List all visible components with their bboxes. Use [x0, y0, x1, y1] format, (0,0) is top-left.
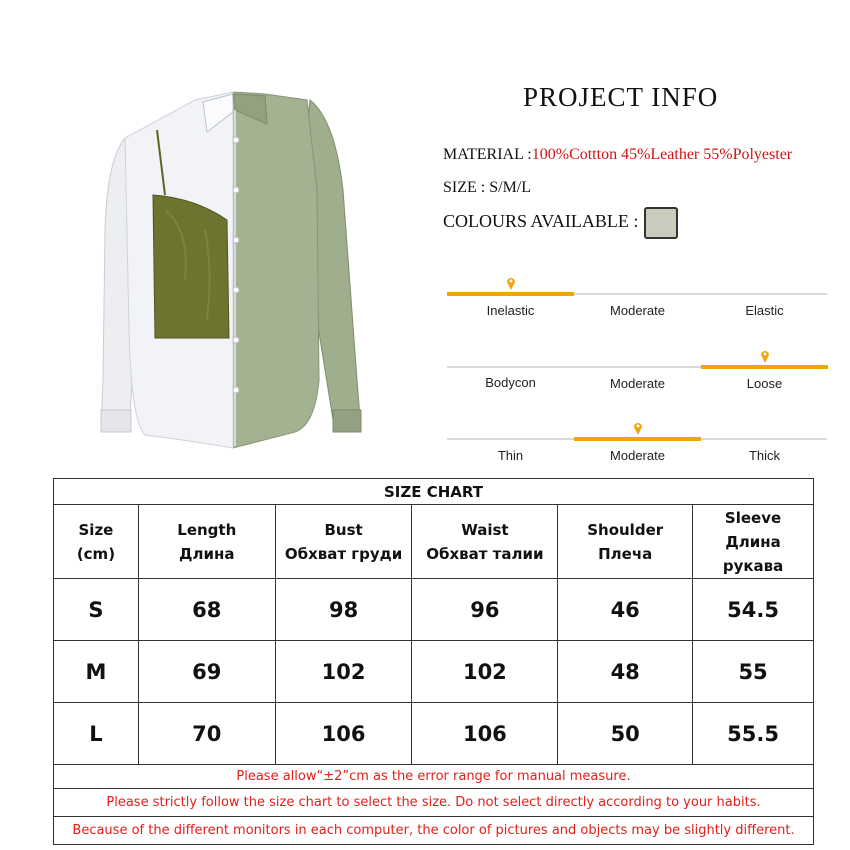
leather-camisole — [153, 195, 229, 338]
table-row — [54, 703, 814, 765]
material-label: MATERIAL : — [443, 146, 532, 163]
scale-label: Moderate — [610, 303, 665, 318]
cell-shoulder: 48 — [558, 641, 693, 703]
table-header-row — [54, 505, 814, 579]
table-row — [54, 641, 814, 703]
elasticity-pin-icon — [506, 276, 516, 290]
table-row — [54, 579, 814, 641]
header-size: Size (cm) — [54, 505, 139, 579]
header-waist: Waist Обхват талии — [412, 505, 558, 579]
cell-waist: 96 — [412, 579, 558, 641]
size-chart-title: SIZE CHART — [54, 479, 814, 505]
scale-label: Elastic — [745, 303, 784, 318]
cell-size: S — [54, 579, 139, 641]
colour-swatch[interactable] — [644, 207, 678, 239]
fit-indicator — [701, 365, 828, 369]
cell-waist: 102 — [412, 641, 558, 703]
material-line — [443, 146, 792, 164]
project-info-title: PROJECT INFO — [523, 82, 719, 112]
elasticity-scale — [447, 293, 827, 333]
header-length: Length Длина — [138, 505, 275, 579]
cell-length: 69 — [138, 641, 275, 703]
elasticity-indicator — [447, 292, 574, 296]
note-follow-chart: Please strictly follow the size chart to select the size. Do not select directly according to your habits. — [54, 789, 814, 817]
cell-length: 68 — [138, 579, 275, 641]
cell-shoulder: 50 — [558, 703, 693, 765]
cell-length: 70 — [138, 703, 275, 765]
colours-line — [443, 207, 678, 239]
size-chart-table — [53, 478, 814, 845]
cell-shoulder: 46 — [558, 579, 693, 641]
scale-label: Thin — [497, 448, 524, 463]
thickness-pin-icon — [633, 421, 643, 435]
cell-sleeve: 55.5 — [693, 703, 814, 765]
scale-label: Inelastic — [486, 303, 535, 318]
note-monitor-colors: Because of the different monitors in each computer, the color of pictures and objects may be slightly different. — [54, 817, 814, 845]
thickness-indicator — [574, 437, 701, 441]
header-shoulder: Shoulder Плеча — [558, 505, 693, 579]
cell-waist: 106 — [412, 703, 558, 765]
cell-size: L — [54, 703, 139, 765]
note-error-range: Please allow“±2”cm as the error range for manual measure. — [54, 765, 814, 789]
cell-sleeve: 54.5 — [693, 579, 814, 641]
scale-label: Moderate — [610, 376, 665, 391]
scale-label: Thick — [748, 448, 781, 463]
header-sleeve: Sleeve Длина рукава — [693, 505, 814, 579]
cell-bust: 102 — [275, 641, 412, 703]
shirt-body-green — [233, 92, 319, 448]
fit-pin-icon — [760, 349, 770, 363]
scale-label: Moderate — [610, 448, 665, 463]
scale-label: Bodycon — [485, 375, 536, 390]
material-value: 100%Cottton 45%Leather 55%Polyester — [531, 146, 793, 163]
cell-bust: 98 — [275, 579, 412, 641]
cell-bust: 106 — [275, 703, 412, 765]
cell-sleeve: 55 — [693, 641, 814, 703]
size-line: SIZE : S/M/L — [443, 179, 532, 196]
header-bust: Bust Обхват груди — [275, 505, 412, 579]
fit-scale — [447, 366, 827, 406]
cell-size: M — [54, 641, 139, 703]
scale-label: Loose — [746, 376, 783, 391]
product-image — [95, 80, 370, 470]
thickness-scale — [447, 438, 827, 478]
colours-label: COLOURS AVAILABLE : — [443, 211, 639, 232]
